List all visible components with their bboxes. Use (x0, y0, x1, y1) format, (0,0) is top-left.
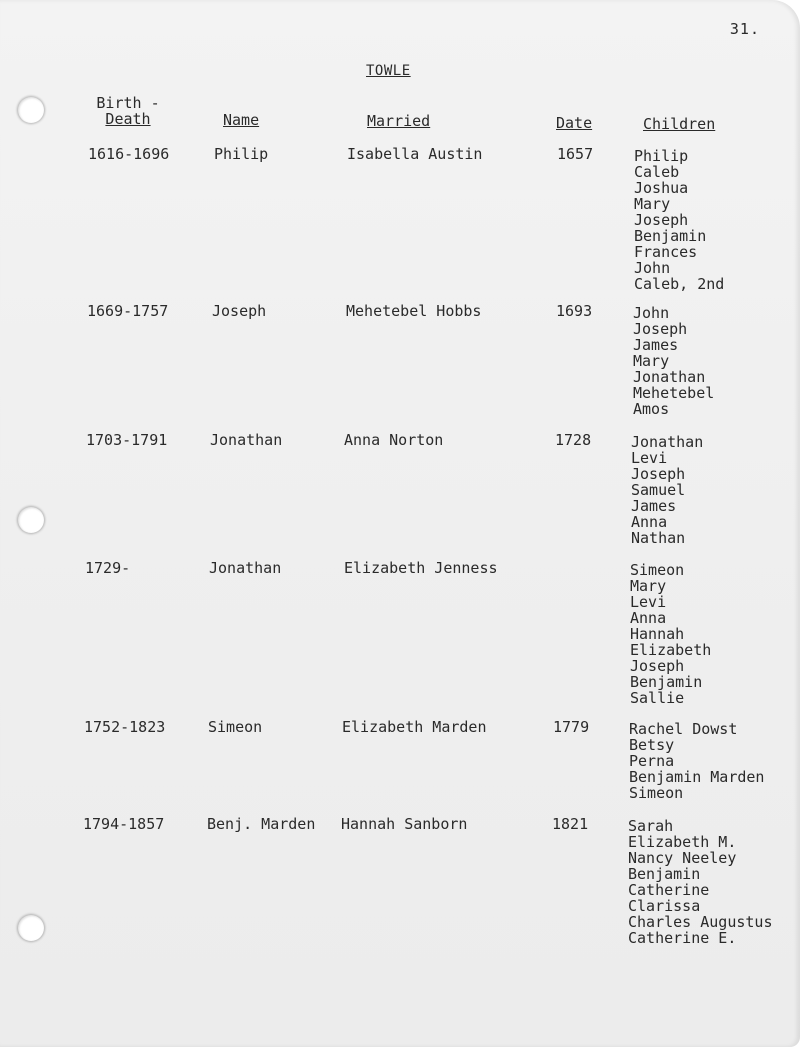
entry-years: 1729- (85, 559, 131, 577)
child-name: Charles Augustus (628, 913, 773, 931)
child-name: Nancy Neeley (628, 849, 737, 867)
header-date: Date (556, 114, 593, 132)
children-list (629, 721, 764, 801)
header-name: Name (223, 111, 260, 129)
child-name: Benjamin Marden (629, 768, 765, 786)
child-name: Mary (630, 577, 667, 595)
child-name: Elizabeth (630, 641, 712, 659)
child-name: Sallie (630, 689, 685, 707)
header-married: Married (367, 112, 431, 130)
child-name: Amos (633, 400, 670, 418)
children-list (633, 305, 714, 417)
child-name: Perna (629, 752, 675, 770)
child-name: Joseph (631, 465, 686, 483)
entry-spouse: Hannah Sanborn (341, 815, 468, 833)
child-name: Frances (634, 243, 698, 261)
child-name: Joseph (630, 657, 685, 675)
entry-name: Philip (214, 145, 269, 163)
child-name: Nathan (631, 529, 686, 547)
child-name: Betsy (629, 736, 675, 754)
child-name: Benjamin (630, 673, 703, 691)
child-name: Caleb (634, 163, 680, 181)
child-name: Mary (633, 352, 670, 370)
child-name: Rachel Dowst (629, 720, 738, 738)
children-list (634, 148, 724, 292)
child-name: Sarah (628, 817, 674, 835)
children-list (631, 434, 703, 546)
child-name: Elizabeth M. (628, 833, 737, 851)
entry-spouse: Elizabeth Marden (342, 718, 487, 736)
entry-date: 1657 (557, 145, 594, 163)
child-name: Catherine (628, 881, 710, 899)
entry-years: 1703-1791 (86, 431, 168, 449)
child-name: Jonathan (633, 368, 706, 386)
child-name: John (634, 259, 671, 277)
entry-spouse: Anna Norton (344, 431, 444, 449)
child-name: James (633, 336, 679, 354)
entry-name: Benj. Marden (207, 815, 316, 833)
child-name: Simeon (629, 784, 684, 802)
entry-date: 1693 (556, 302, 593, 320)
entry-years: 1669-1757 (87, 302, 169, 320)
entry-date: 1821 (552, 815, 589, 833)
entry-years: 1794-1857 (83, 815, 165, 833)
children-list (630, 562, 711, 706)
entry-name: Jonathan (209, 559, 282, 577)
entry-years: 1752-1823 (84, 718, 166, 736)
children-list (628, 818, 773, 946)
header-children: Children (643, 115, 716, 133)
child-name: Levi (631, 449, 668, 467)
child-name: James (631, 497, 677, 515)
child-name: Joseph (634, 211, 689, 229)
entry-spouse: Elizabeth Jenness (344, 559, 498, 577)
binder-hole (18, 915, 44, 941)
child-name: Anna (631, 513, 668, 531)
entry-name: Jonathan (210, 431, 283, 449)
entry-date: 1779 (553, 718, 590, 736)
header-birth: Birth - (96, 94, 160, 112)
child-name: John (633, 304, 670, 322)
child-name: Catherine E. (628, 929, 737, 947)
header-birth-death (88, 95, 168, 127)
child-name: Samuel (631, 481, 686, 499)
child-name: Simeon (630, 561, 685, 579)
child-name: Mary (634, 195, 671, 213)
binder-hole (18, 507, 44, 533)
child-name: Hannah (630, 625, 685, 643)
binder-hole (18, 97, 44, 123)
child-name: Clarissa (628, 897, 701, 915)
page-number: 31. (729, 20, 760, 38)
child-name: Levi (630, 593, 667, 611)
child-name: Caleb, 2nd (634, 275, 725, 293)
header-death: Death (105, 110, 151, 128)
child-name: Joseph (633, 320, 688, 338)
page-title: TOWLE (366, 63, 411, 79)
entry-years: 1616-1696 (88, 145, 170, 163)
child-name: Mehetebel (633, 384, 715, 402)
entry-spouse: Mehetebel Hobbs (346, 302, 482, 320)
entry-date: 1728 (555, 431, 592, 449)
child-name: Philip (634, 147, 689, 165)
entry-name: Joseph (212, 302, 267, 320)
child-name: Anna (630, 609, 667, 627)
child-name: Benjamin (628, 865, 701, 883)
child-name: Benjamin (634, 227, 707, 245)
entry-name: Simeon (208, 718, 263, 736)
entry-spouse: Isabella Austin (347, 145, 483, 163)
child-name: Jonathan (631, 433, 704, 451)
child-name: Joshua (634, 179, 689, 197)
